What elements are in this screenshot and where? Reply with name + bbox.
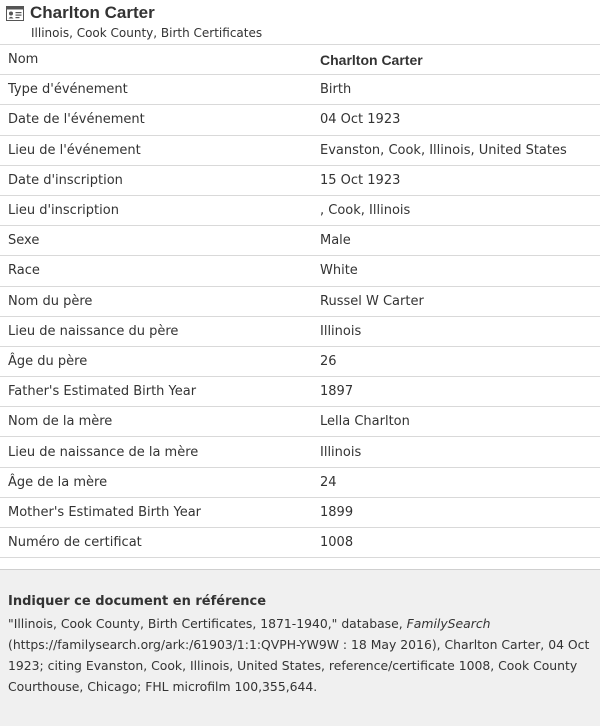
field-label: Lieu de naissance du père [0, 316, 311, 346]
id-card-icon [6, 6, 24, 21]
field-label: Âge de la mère [0, 467, 311, 497]
field-label: Father's Estimated Birth Year [0, 377, 311, 407]
citation-heading: Indiquer ce document en référence [8, 594, 267, 609]
table-row [0, 377, 600, 407]
field-value: 1897 [311, 377, 600, 407]
field-value: 26 [311, 346, 600, 376]
field-value: , Cook, Illinois [311, 195, 600, 225]
table-row [0, 528, 600, 558]
field-label: Date de l'événement [0, 105, 311, 135]
record-collection: Illinois, Cook County, Birth Certificates [31, 26, 263, 40]
field-value: 04 Oct 1923 [311, 105, 600, 135]
field-label: Lieu de naissance de la mère [0, 437, 311, 467]
table-row [0, 135, 600, 165]
field-value: White [311, 256, 600, 286]
table-row [0, 316, 600, 346]
field-label: Nom du père [0, 286, 311, 316]
citation-part-2: (https://familysearch.org/ark:/61903/1:1:QVPH-YW9W : 18 May 2016), Charlton Carter, 04 Oct 1923; citing Evanston, Cook, Illinois, United States, reference/certificate 1008, Cook County Courthouse, Chicago; FHL microfilm 100,355,644. [8, 637, 590, 694]
field-value: 24 [311, 467, 600, 497]
field-label: Âge du père [0, 346, 311, 376]
field-value: Illinois [311, 437, 600, 467]
record-header [0, 0, 600, 44]
field-value: 1008 [311, 528, 600, 558]
table-row [0, 226, 600, 256]
field-label: Mother's Estimated Birth Year [0, 497, 311, 527]
citation-source: FamilySearch [406, 616, 491, 631]
table-row [0, 437, 600, 467]
field-value: Charlton Carter [311, 45, 600, 75]
table-row [0, 256, 600, 286]
field-label: Lieu d'inscription [0, 195, 311, 225]
record-details-table [0, 44, 600, 558]
field-label: Race [0, 256, 311, 286]
field-label: Type d'événement [0, 75, 311, 105]
field-label: Lieu de l'événement [0, 135, 311, 165]
table-row [0, 165, 600, 195]
table-row [0, 105, 600, 135]
table-row [0, 195, 600, 225]
field-label: Nom de la mère [0, 407, 311, 437]
table-row [0, 467, 600, 497]
field-value: 1899 [311, 497, 600, 527]
table-row [0, 497, 600, 527]
title-row [6, 3, 155, 23]
record-title: Charlton Carter [30, 3, 155, 22]
field-label: Date d'inscription [0, 165, 311, 195]
field-value: Birth [311, 75, 600, 105]
field-value: Evanston, Cook, Illinois, United States [311, 135, 600, 165]
table-row [0, 75, 600, 105]
citation-panel [0, 569, 600, 726]
table-row [0, 45, 600, 75]
field-value: 15 Oct 1923 [311, 165, 600, 195]
table-row [0, 407, 600, 437]
citation-part-1: "Illinois, Cook County, Birth Certificates, 1871-1940," database, [8, 616, 407, 631]
field-value: Lella Charlton [311, 407, 600, 437]
field-label: Numéro de certificat [0, 528, 311, 558]
field-label: Nom [0, 45, 311, 75]
field-value: Male [311, 226, 600, 256]
field-label: Sexe [0, 226, 311, 256]
field-value: Illinois [311, 316, 600, 346]
table-row [0, 286, 600, 316]
citation-text [8, 613, 592, 697]
field-value: Russel W Carter [311, 286, 600, 316]
table-row [0, 346, 600, 376]
